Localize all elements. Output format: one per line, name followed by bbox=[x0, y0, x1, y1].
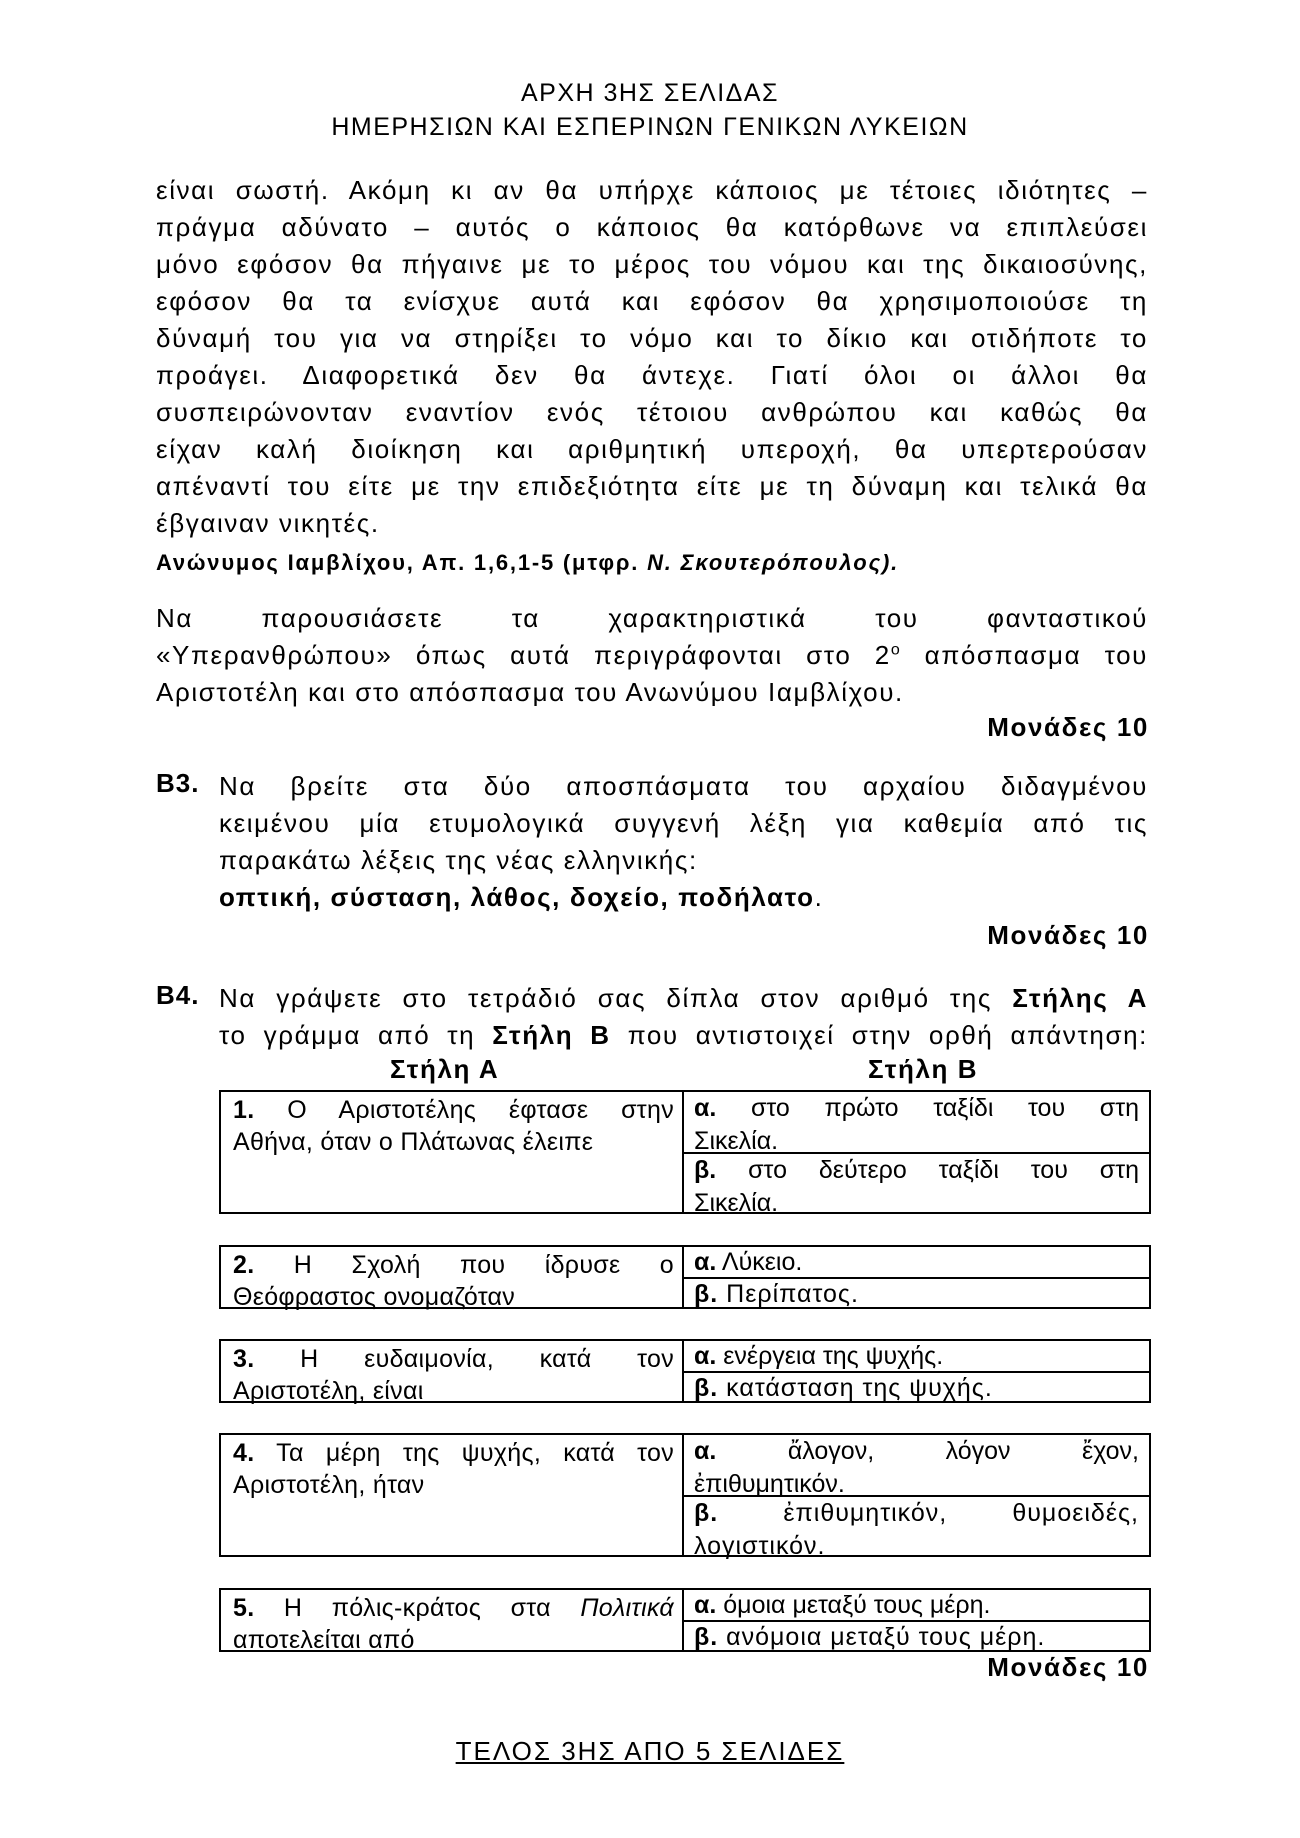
question-b4-number: Β4. bbox=[156, 980, 200, 1010]
question-line: Να παρουσιάσετε τα χαρακτηριστικά του φανταστικού bbox=[156, 603, 1148, 633]
passage-line: απέναντί του είτε με την επιδεξιότητα είτε με τη δύναμη και τελικά θα bbox=[156, 471, 1148, 501]
option-b: β. κατάσταση της ψυχής. bbox=[684, 1371, 1149, 1401]
column-b-cell bbox=[684, 1341, 1149, 1401]
passage-line: προάγει. Διαφορετικά δεν θα άντεχε. Γιατί όλοι οι άλλοι θα bbox=[156, 360, 1148, 390]
citation-translator: Ν. Σκουτερόπουλος). bbox=[647, 550, 899, 575]
column-b-heading: Στήλη Β bbox=[868, 1054, 979, 1084]
matching-table-item-3 bbox=[219, 1339, 1151, 1403]
passage-line: είναι σωστή. Ακόμη κι αν θα υπήρχε κάποιος με τέτοιες ιδιότητες – bbox=[156, 175, 1148, 205]
passage-line: πράγμα αδύνατο – αυτός ο κάποιος θα κατόρθωνε να επιπλεύσει bbox=[156, 212, 1148, 242]
points-label: Μονάδες 10 bbox=[987, 920, 1149, 950]
passage-line: μόνο εφόσον θα πήγαινε με το μέρος του νόμου και της δικαιοσύνης, bbox=[156, 249, 1148, 279]
option-b: β. ανόμοια μεταξύ τους μέρη. bbox=[684, 1620, 1149, 1650]
question-b2-text bbox=[156, 600, 1148, 711]
question-line: «Υπερανθρώπου» όπως αυτά περιγράφονται στο $2^o$ απόσπασμα του bbox=[156, 640, 1148, 670]
question-line: Αριστοτέλη και στο απόσπασμα του Ανωνύμου Ιαμβλίχου. bbox=[156, 677, 904, 707]
column-b-cell bbox=[684, 1590, 1149, 1650]
question-line: Να βρείτε στα δύο αποσπάσματα του αρχαίου διδαγμένου bbox=[219, 771, 1148, 801]
question-line: παρακάτω λέξεις της νέας ελληνικής: bbox=[219, 845, 698, 875]
option-b: β. στο δεύτερο ταξίδι του στη Σικελία. bbox=[684, 1152, 1149, 1212]
column-b-cell bbox=[684, 1092, 1149, 1217]
option-b: β. ἐπιθυμητικόν, θυμοειδές, λογιστικόν. bbox=[684, 1495, 1149, 1555]
question-b3-text bbox=[219, 768, 1148, 916]
question-b3-number: Β3. bbox=[156, 768, 200, 798]
passage-citation bbox=[156, 550, 899, 576]
passage-text bbox=[156, 172, 1148, 542]
question-line: Να γράψετε στο τετράδιό σας δίπλα στον αριθμό της Στήλης Α bbox=[219, 983, 1148, 1013]
question-words: οπτική, σύσταση, λάθος, δοχείο, ποδήλατο. bbox=[219, 882, 824, 912]
passage-line: εφόσον θα τα ενίσχυε αυτά και εφόσον θα χρησιμοποιούσε τη bbox=[156, 286, 1148, 316]
column-b-cell bbox=[684, 1247, 1149, 1307]
page-footer: ΤΕΛΟΣ 3ΗΣ ΑΠΟ 5 ΣΕΛΙΔΕΣ bbox=[455, 1736, 845, 1766]
question-line: το γράμμα από τη Στήλη Β που αντιστοιχεί στην ορθή απάντηση: bbox=[219, 1020, 1148, 1050]
option-b: β. Περίπατος. bbox=[684, 1277, 1149, 1307]
matching-table-item-4 bbox=[219, 1433, 1151, 1560]
option-a: α. στο πρώτο ταξίδι του στη Σικελία. bbox=[694, 1094, 1139, 1155]
points-label: Μονάδες 10 bbox=[987, 1652, 1149, 1682]
column-b-cell bbox=[684, 1435, 1149, 1560]
page-header-subtitle: ΗΜΕΡΗΣΙΩΝ ΚΑΙ ΕΣΠΕΡΙΝΩΝ ΓΕΝΙΚΩΝ ΛΥΚΕΙΩΝ bbox=[331, 113, 969, 141]
matching-table-item-2 bbox=[219, 1245, 1151, 1309]
column-a-cell: 2. Η Σχολή που ίδρυσε ο Θεόφραστος ονομαζόταν bbox=[221, 1247, 684, 1307]
passage-line: δύναμή του για να στηρίξει το νόμο και το δίκιο και οτιδήποτε το bbox=[156, 323, 1148, 353]
passage-line: έβγαιναν νικητές. bbox=[156, 508, 380, 538]
column-a-cell: 5. Η πόλις-κράτος στα Πολιτικά αποτελείται από bbox=[221, 1590, 684, 1650]
option-a: α. Λύκειο. bbox=[694, 1248, 803, 1276]
option-a: α. ἄλογον, λόγον ἔχον, ἐπιθυμητικόν. bbox=[694, 1437, 1139, 1498]
passage-line: είχαν καλή διοίκηση και αριθμητική υπεροχή, θα υπερτερούσαν bbox=[156, 434, 1148, 464]
matching-table-item-1 bbox=[219, 1090, 1151, 1217]
column-a-cell: 3. Η ευδαιμονία, κατά τον Αριστοτέλη, είναι bbox=[221, 1341, 684, 1401]
column-a-cell: 4. Τα μέρη της ψυχής, κατά τον Αριστοτέλη, ήταν bbox=[221, 1435, 684, 1555]
passage-line: συσπειρώνονταν εναντίον ενός τέτοιου ανθρώπου και καθώς θα bbox=[156, 397, 1148, 427]
matching-table-item-5 bbox=[219, 1588, 1151, 1652]
page-header-title: ΑΡΧΗ 3ΗΣ ΣΕΛΙΔΑΣ bbox=[521, 79, 779, 107]
question-b4-text bbox=[219, 980, 1148, 1054]
column-a-cell: 1. Ο Αριστοτέλης έφτασε στην Αθήνα, όταν ο Πλάτωνας έλειπε bbox=[221, 1092, 684, 1212]
points-label: Μονάδες 10 bbox=[987, 712, 1149, 742]
column-a-heading: Στήλη Α bbox=[390, 1054, 500, 1084]
option-a: α. όμοια μεταξύ τους μέρη. bbox=[694, 1591, 991, 1619]
question-line: κειμένου μία ετυμολογικά συγγενή λέξη για καθεμία από τις bbox=[219, 808, 1148, 838]
option-a: α. ενέργεια της ψυχής. bbox=[694, 1342, 944, 1370]
citation-source: Ανώνυμος Ιαμβλίχου, Απ. 1,6,1-5 (μτφρ. bbox=[156, 550, 648, 575]
